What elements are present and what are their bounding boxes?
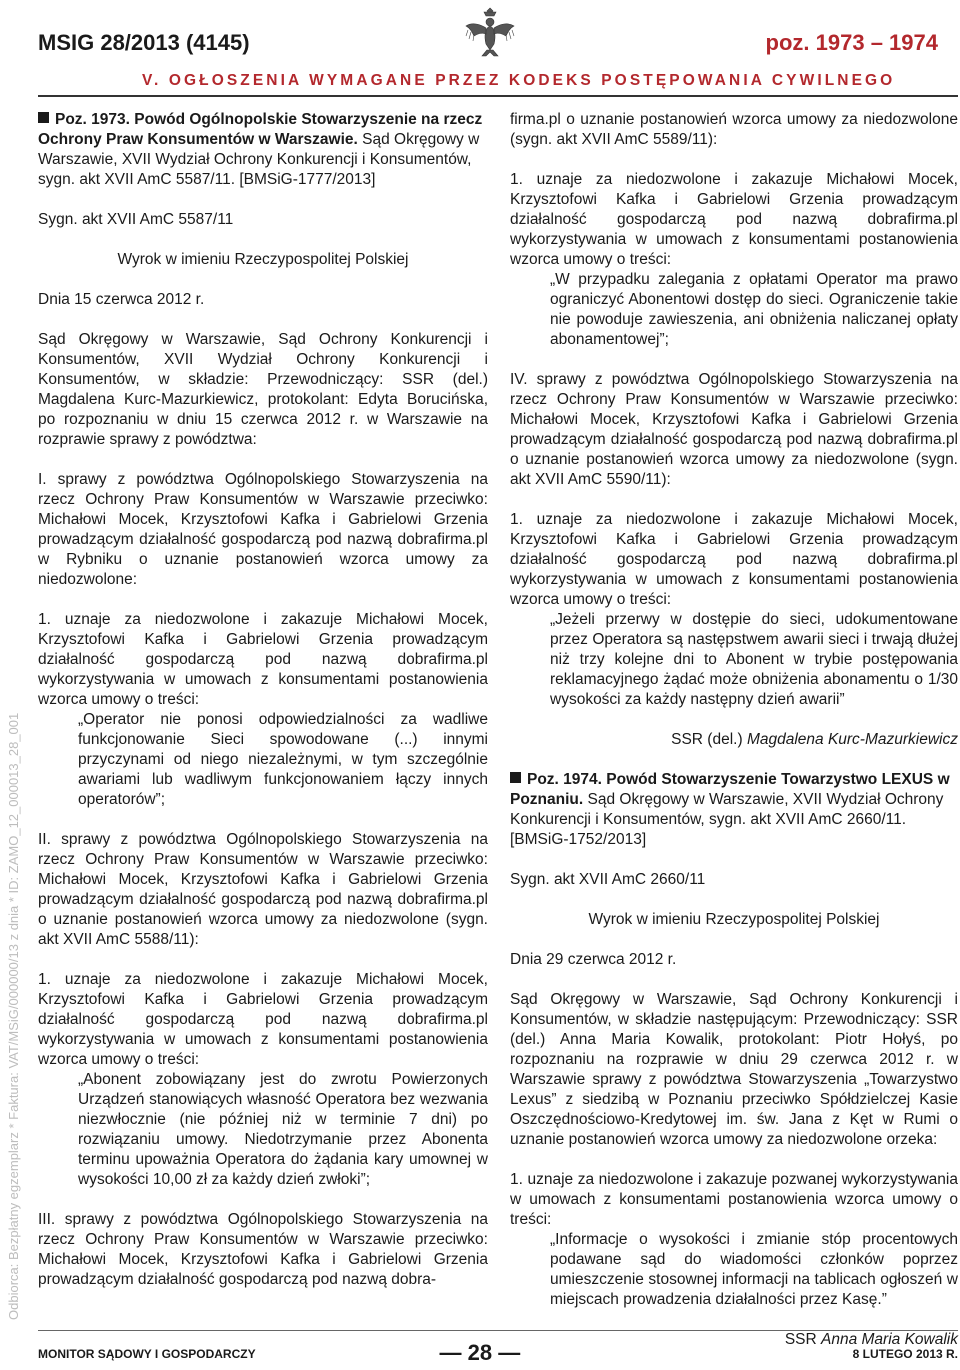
journal-issue: MSIG 28/2013 (4145) bbox=[38, 30, 250, 55]
judgment-title: Wyrok w imieniu Rzeczypospolitej Polskiej bbox=[117, 251, 409, 268]
signature-name: Magdalena Kurc-Mazurkiewicz bbox=[746, 731, 958, 748]
paragraph: firma.pl o uznanie postanowień wzorca umowy za niedozwolone (sygn. akt XVII AmC 5589/11): bbox=[510, 111, 958, 148]
judgment-date: Dnia 15 czerwca 2012 r. bbox=[38, 291, 205, 308]
signature-name: Anna Maria Kowalik bbox=[821, 1331, 958, 1348]
header-divider bbox=[38, 95, 958, 97]
signature-title: SSR bbox=[784, 1331, 822, 1348]
right-column bbox=[510, 110, 958, 1370]
notice-ref: Sąd Okręgowy w Warszawie, XVII Wydział Ochrony Konkurencji i Konsumentów, sygn. akt XVII AmC 5587/11. [BMSiG-1777/2013] bbox=[38, 131, 480, 188]
paragraph: IV. sprawy z powództwa Ogólnopolskiego Stowarzyszenia na rzecz Ochrony Praw Konsumentów w Warszawie przeciwko: Michałowi Mocek, Krzysztofowi Kafka i Gabrielowi Grzenia prowadzącym działalność gospodarczą pod nazwą dobrafirma.pl o uznanie postanowień wzorca umowy za niedozwolone (sygn. akt XVII AmC 5590/11): bbox=[510, 371, 958, 488]
paragraph: Sąd Okręgowy w Warszawie, Sąd Ochrony Konkurencji i Konsumentów, w składzie następującym: Przewodniczący: SSR (del.) Anna Maria Kowalik, protokolant: Piotr Hołyś, po rozpoznaniu na rozprawie w dniu 29 czerwca 2012 r. w Warszawie sprawy z powództwa Stowarzyszenia „Towarzystwo Lexus” z siedzibą w Poznaniu przeciwko Spółdzielczej Kasie Oszczędnościowo-Kredytowej im. św. Jana z Kęt w Rumi o uznanie postanowień wzorca umowy za niedozwolone orzeka: bbox=[510, 991, 958, 1148]
quoted-clause: „Abonent zobowiązany jest do zwrotu Powierzonych Urządzeń stanowiących własność Operatora bez wezwania niezwłocznie (nie później niż w terminie 7 dni) po rozwiązaniu umowy. Niedotrzymanie przez Abonenta terminu upoważnia Operatora do żądania kary umownej w wysokości 10,00 zł za każdy dzień zwłoki”; bbox=[78, 1071, 488, 1188]
quoted-clause: „Jeżeli przerwy w dostępie do sieci, udokumentowane przez Operatora są następstwem awarii sieci i trwają dłużej niż trzy kolejne dni to Abonent w trybie postępowania reklamacyjnego żądać może obniżenia abonamentu o 1/30 wysokości za każdy następny dzień awarii” bbox=[550, 611, 958, 708]
notice-title: Poz. 1973. Powód Ogólnopolskie Stowarzyszenie na rzecz Ochrony Praw Konsumentów w Warszawie. bbox=[38, 111, 483, 148]
paragraph: 1. uznaje za niedozwolone i zakazuje Michałowi Mocek, Krzysztofowi Kafka i Gabrielowi Grzenia prowadzącym działalność gospodarczą pod nazwą dobrafirma.pl wykorzystywania w umowach z konsumentami postanowienia wzorca umowy o treści: bbox=[38, 611, 488, 708]
paragraph: 1. uznaje za niedozwolone i zakazuje pozwanej wykorzystywania w umowach z konsumentami postanowienia wzorca umowy o treści: bbox=[510, 1171, 958, 1228]
publication-name: MONITOR SĄDOWY I GOSPODARCZY bbox=[38, 1347, 256, 1361]
paragraph: Sąd Okręgowy w Warszawie, Sąd Ochrony Konkurencji i Konsumentów, XVII Wydział Ochrony Konkurencji i Konsumentów, w składzie: Przewodniczący: SSR (del.) Magdalena Kurc-Mazurkiewicz, protokolant: Edyta Borucińska, po rozpoznaniu w dniu 15 czerwca 2012 r. w Warszawie na rozprawie sprawy z powództwa: bbox=[38, 331, 488, 448]
eagle-emblem-icon bbox=[460, 2, 520, 62]
paragraph: III. sprawy z powództwa Ogólnopolskiego Stowarzyszenia na rzecz Ochrony Praw Konsumentów w Warszawie przeciwko: Michałowi Mocek, Krzysztofowi Kafka i Gabrielowi Grzenia prowadzącym działalność gospodarczą pod nazwą dobra- bbox=[38, 1211, 488, 1288]
case-number: Sygn. akt XVII AmC 2660/11 bbox=[510, 871, 706, 888]
page-number: — 28 — bbox=[439, 1340, 521, 1365]
quoted-clause: „Operator nie ponosi odpowiedzialności za wadliwe funkcjonowanie Sieci spowodowane (...) innymi przyczynami od niego niezależnymi, w tym szczególnie awariami lub wadliwym funkcjonowaniem łączy innych operatorów”; bbox=[78, 711, 488, 808]
judgment-title: Wyrok w imieniu Rzeczypospolitej Polskiej bbox=[588, 911, 880, 928]
judgment-date: Dnia 29 czerwca 2012 r. bbox=[510, 951, 677, 968]
recipient-sidebar: Odbiorca: Bezpłatny egzemplarz * Faktura: VAT/MSiG/000000/13 z dnia * ID: ZAMO_12_000013_28_001 bbox=[6, 712, 21, 1320]
paragraph: I. sprawy z powództwa Ogólnopolskiego Stowarzyszenia na rzecz Ochrony Praw Konsumentów w Warszawie przeciwko: Michałowi Mocek, Krzysztofowi Kafka i Gabrielowi Grzenia prowadzącym działalność gospodarczą pod nazwą dobrafirma.pl w Rybniku o uznanie postanowień wzorca umowy za niedozwolone: bbox=[38, 471, 488, 588]
square-bullet-icon bbox=[38, 112, 49, 123]
position-range: poz. 1973 – 1974 bbox=[765, 30, 938, 55]
notice-1973-heading bbox=[38, 110, 488, 190]
signature bbox=[510, 730, 958, 750]
notice-title: Poz. 1974. Powód Stowarzyszenie Towarzystwo LEXUS w Poznaniu. bbox=[510, 771, 950, 808]
left-column bbox=[38, 110, 488, 1310]
notice-ref: Sąd Okręgowy w Warszawie, XVII Wydział Ochrony Konkurencji i Konsumentów, sygn. akt XVII AmC 2660/11. [BMSiG-1752/2013] bbox=[510, 791, 944, 848]
paragraph: 1. uznaje za niedozwolone i zakazuje Michałowi Mocek, Krzysztofowi Kafka i Gabrielowi Grzenia prowadzącym działalność gospodarczą pod nazwą dobrafirma.pl wykorzystywania w umowach z konsumentami postanowienia wzorca umowy o treści: bbox=[510, 171, 958, 268]
quoted-clause: „W przypadku zalegania z opłatami Operator ma prawo ograniczyć Abonentowi dostęp do sieci. Ograniczenie takie nie powoduje zawieszenia, ani obniżenia naliczanej opłaty abonamentowej”; bbox=[550, 271, 958, 348]
square-bullet-icon bbox=[510, 772, 521, 783]
paragraph: 1. uznaje za niedozwolone i zakazuje Michałowi Mocek, Krzysztofowi Kafka i Gabrielowi Grzenia prowadzącym działalność gospodarczą pod nazwą dobrafirma.pl wykorzystywania w umowach z konsumentami postanowienia wzorca umowy o treści: bbox=[38, 971, 488, 1068]
section-title: V. OGŁOSZENIA WYMAGANE PRZEZ KODEKS POSTĘPOWANIA CYWILNEGO bbox=[142, 72, 896, 89]
case-number: Sygn. akt XVII AmC 5587/11 bbox=[38, 211, 234, 228]
footer-divider bbox=[38, 1330, 958, 1331]
paragraph: 1. uznaje za niedozwolone i zakazuje Michałowi Mocek, Krzysztofowi Kafka i Gabrielowi Grzenia prowadzącym działalność gospodarczą pod nazwą dobrafirma.pl wykorzystywania w umowach z konsumentami postanowienia wzorca umowy o treści: bbox=[510, 511, 958, 608]
signature-title: SSR (del.) bbox=[671, 731, 747, 748]
notice-1974-heading bbox=[510, 770, 958, 850]
quoted-clause: „Informacje o wysokości i zmianie stóp procentowych podawane sąd do wiadomości członków poprzez umieszczenie stosownej informacji na tablicach ogłoszeń w miejscach prowadzenia działalności przez Kasę.” bbox=[550, 1231, 958, 1308]
paragraph: II. sprawy z powództwa Ogólnopolskiego Stowarzyszenia na rzecz Ochrony Praw Konsumentów w Warszawie przeciwko: Michałowi Mocek, Krzysztofowi Kafka i Gabrielowi Grzenia prowadzącym działalność gospodarczą pod nazwą dobrafirma.pl o uznanie postanowień wzorca umowy za niedozwolone (sygn. akt XVII AmC 5588/11): bbox=[38, 831, 488, 948]
publication-date: 8 LUTEGO 2013 R. bbox=[852, 1347, 958, 1361]
